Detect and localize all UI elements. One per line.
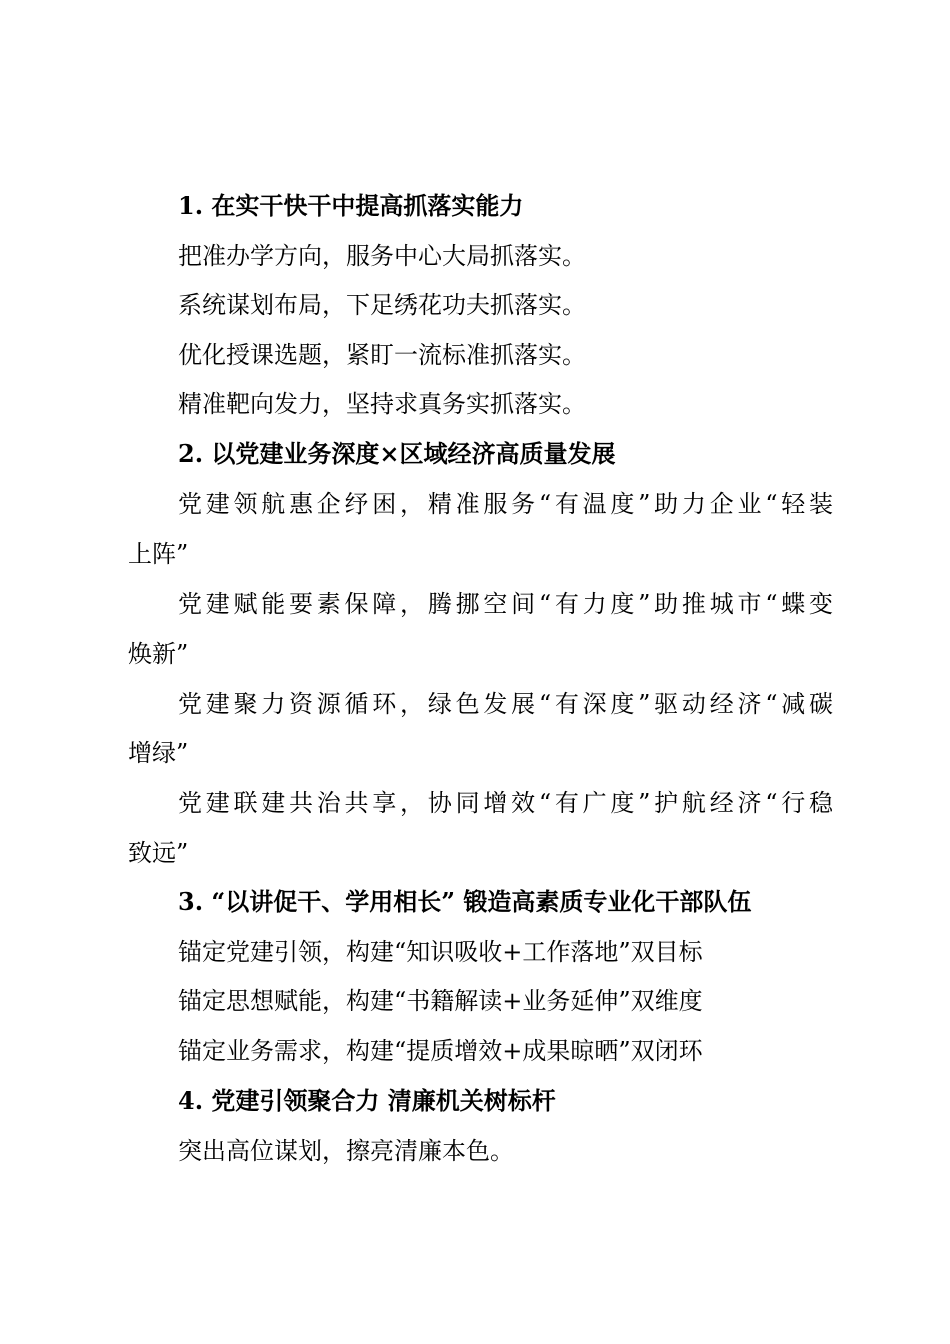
section-3-line: 锚定业务需求，构建“提质增效+成果晾晒”双闭环 (178, 1037, 703, 1065)
section-1-line: 把准办学方向，服务中心大局抓落实。 (178, 242, 586, 270)
section-1-line: 精准靶向发力，坚持求真务实抓落实。 (178, 390, 586, 418)
section-2-paragraph-continuation: 致远” (128, 839, 189, 867)
section-1-heading: 1. 在实干快干中提高抓落实能力 (178, 191, 524, 220)
section-2-paragraph-line: 党建赋能要素保障，腾挪空间“有力度”助推城市“蝶变 (178, 590, 833, 618)
section-2-paragraph-continuation: 上阵” (128, 540, 189, 568)
section-2-paragraph-continuation: 焕新” (128, 640, 189, 668)
section-1-line: 优化授课选题，紧盯一流标准抓落实。 (178, 341, 586, 369)
section-2-paragraph-line: 党建联建共治共享，协同增效“有广度”护航经济“行稳 (178, 789, 833, 817)
section-1-line: 系统谋划布局，下足绣花功夫抓落实。 (178, 291, 586, 319)
section-2-heading: 2. 以党建业务深度×区域经济高质量发展 (178, 439, 616, 468)
section-2-paragraph-line: 党建领航惠企纾困，精准服务“有温度”助力企业“轻装 (178, 490, 833, 518)
section-2-paragraph-line: 党建聚力资源循环，绿色发展“有深度”驱动经济“减碳 (178, 690, 833, 718)
section-3-heading: 3. “以讲促干、学用相长” 锻造高素质专业化干部队伍 (178, 887, 752, 916)
section-3-line: 锚定思想赋能，构建“书籍解读+业务延伸”双维度 (178, 987, 703, 1015)
section-2-paragraph-continuation: 增绿” (128, 739, 189, 767)
section-4-line: 突出高位谋划，擦亮清廉本色。 (178, 1137, 514, 1165)
section-4-heading: 4. 党建引领聚合力 清廉机关树标杆 (178, 1086, 556, 1115)
section-3-line: 锚定党建引领，构建“知识吸收+工作落地”双目标 (178, 938, 703, 966)
